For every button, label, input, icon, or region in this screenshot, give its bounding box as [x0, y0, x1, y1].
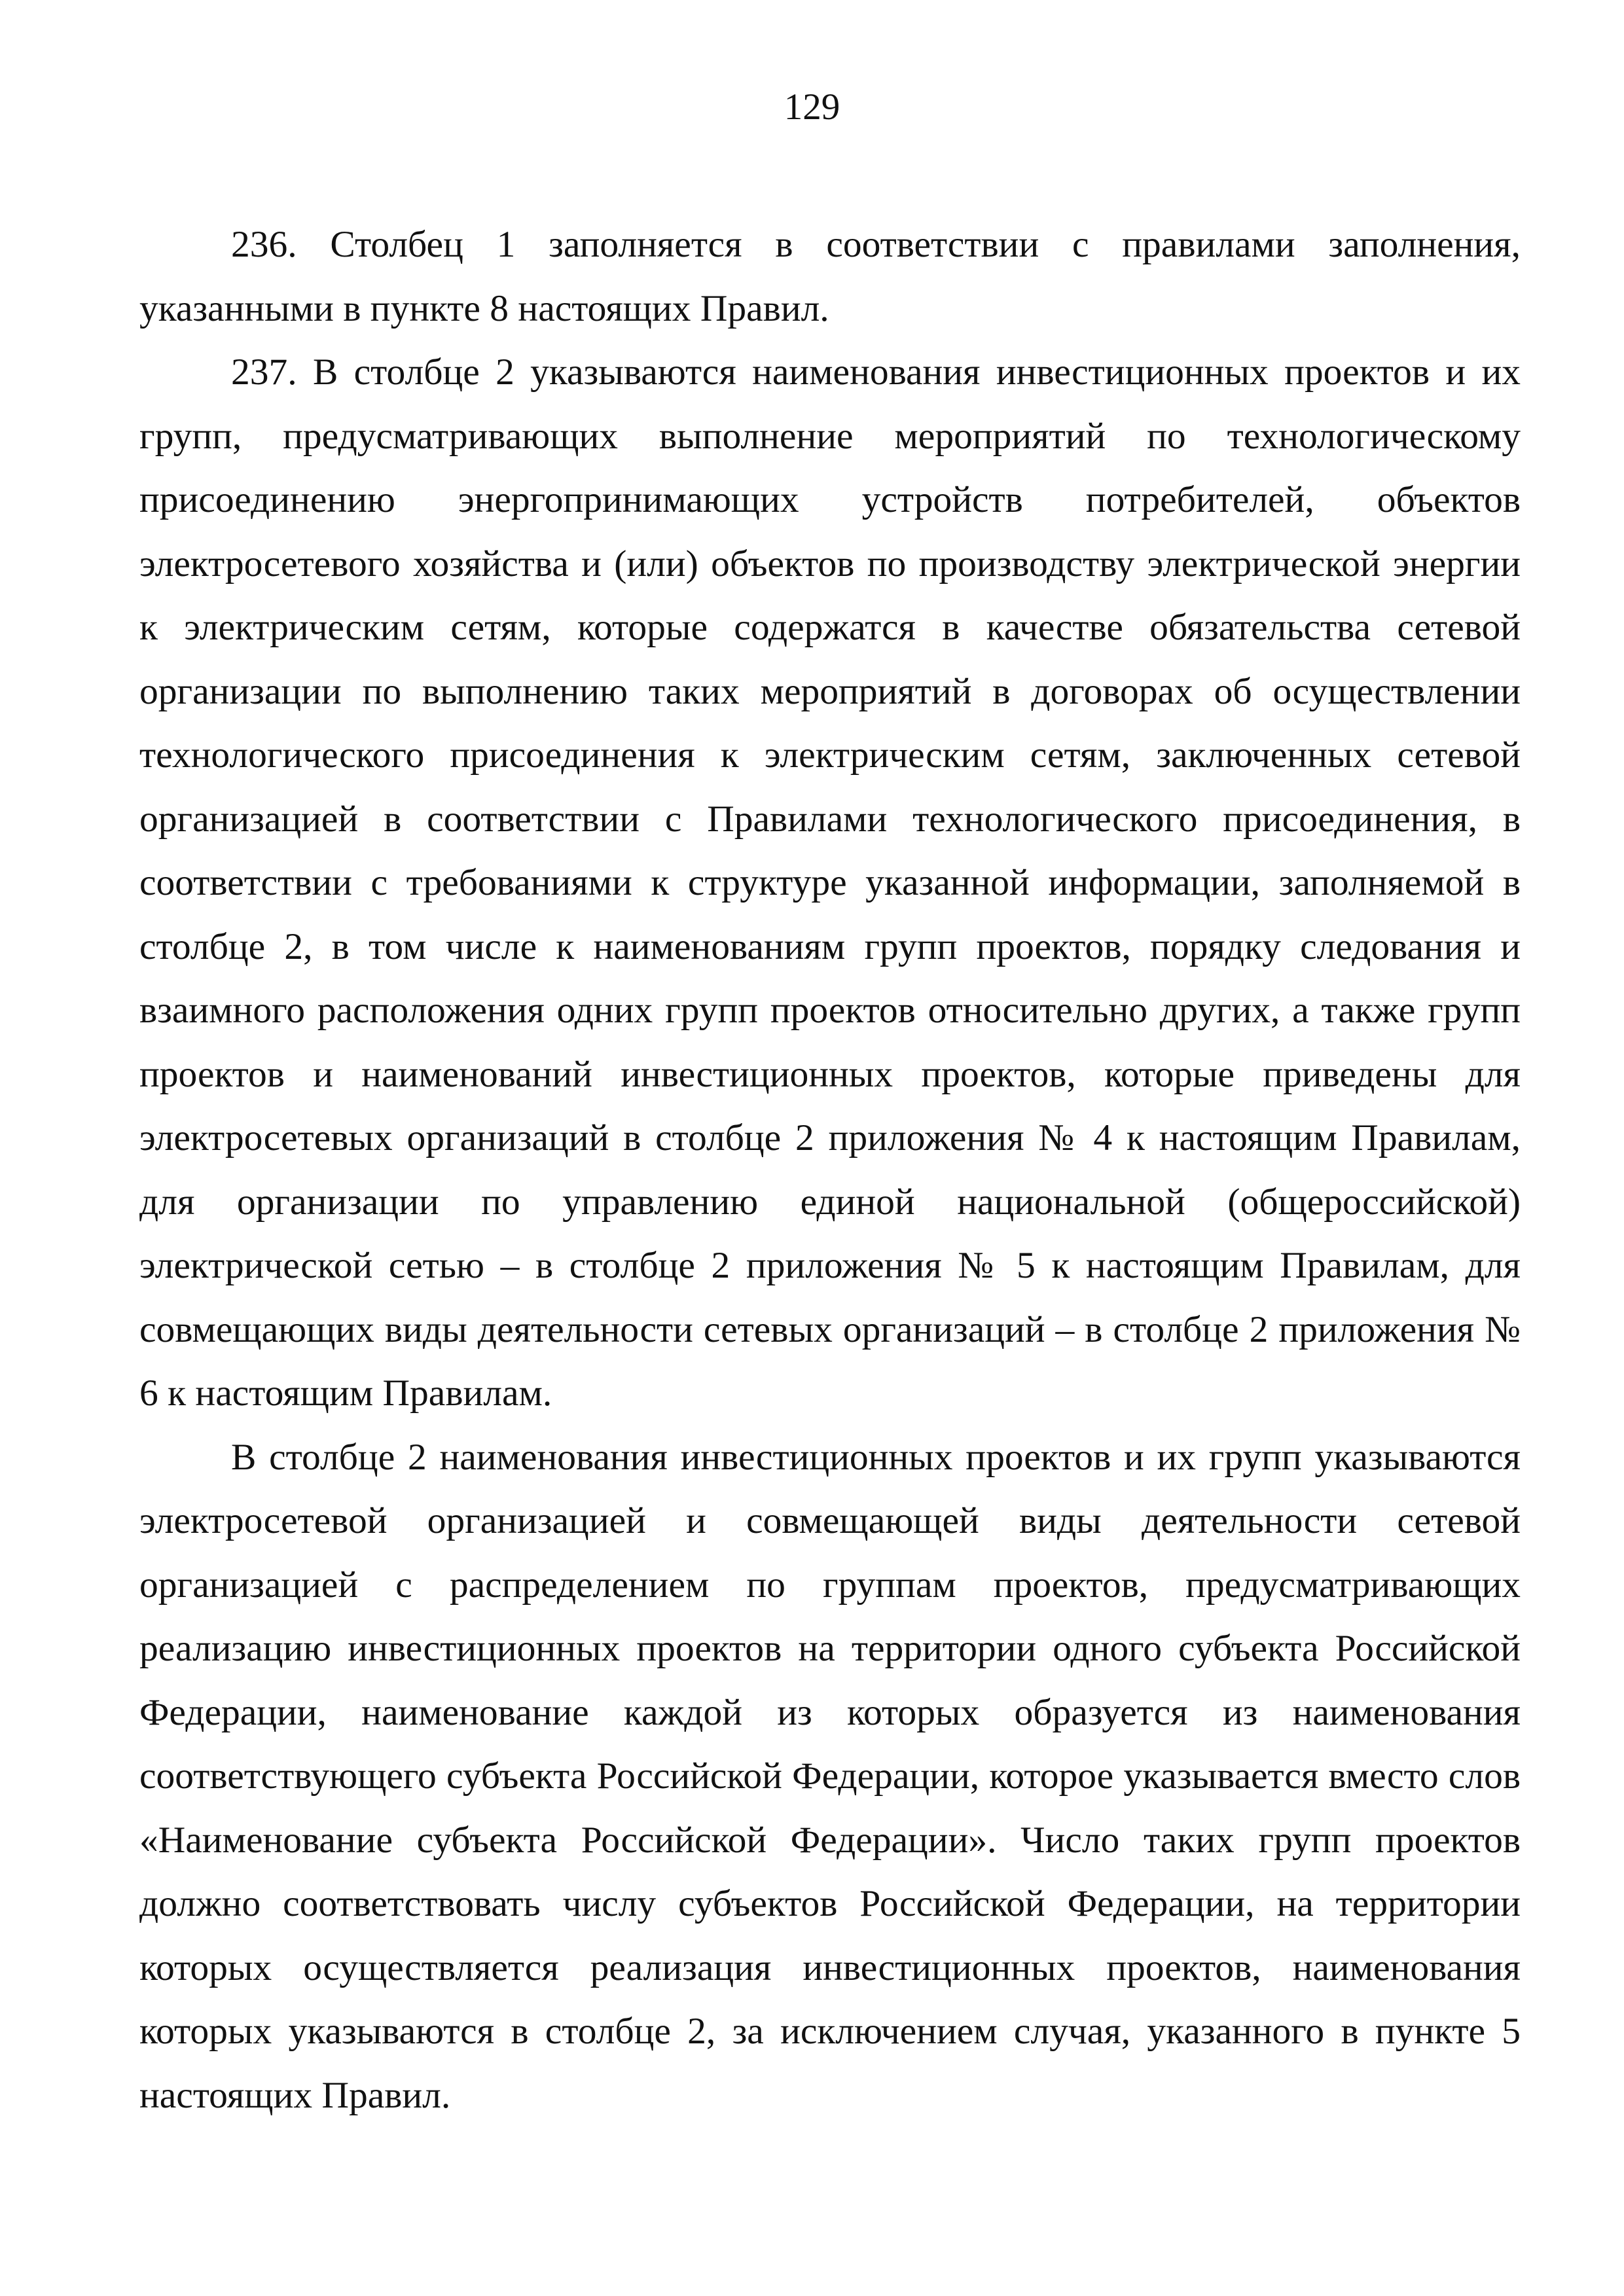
paragraph-text: В столбце 2 указываются наименования инвестиционных проектов и их групп, предусматривающих выполнение мероприятий по технологическому присоединению энергопринимающих устройств потребителей, объектов электросетевого хозяйства и (или) объектов по производству электрической энергии к электрическим сетям, которые содержатся в качестве обязательства сетевой организации по выполнению таких мероприятий в договорах об осуществлении технологического присоединения к электрическим сетям, заключенных сетевой организацией в соответствии с Правилами технологического присоединения, в соответствии с требованиями к структуре указанной информации, заполняемой в столбце 2, в том числе к наименованиям групп проектов, порядку следования и взаимного расположения одних групп проектов относительно других, а также групп проектов и наименований инвестиционных проектов, которые приведены для электросетевых организаций в столбце 2 приложения № 4 к настоящим Правилам, для организации по управлению единой национальной (общероссийской) электрической сетью – в столбце 2 приложения № 5 к настоящим Правилам, для совмещающих виды деятельности сетевых организаций – в столбце 2 приложения № 6 к настоящим Правилам.: [139, 351, 1521, 1414]
document-body: [139, 213, 1521, 2127]
paragraph-number: 236.: [231, 224, 297, 265]
paragraph-237-continuation: [139, 1426, 1521, 2128]
paragraph-text: Столбец 1 заполняется в соответствии с правилами заполнения, указанными в пункте 8 настоящих Правил.: [139, 224, 1521, 329]
paragraph-text: В столбце 2 наименования инвестиционных проектов и их групп указываются электросетевой организацией и совмещающей виды деятельности сетевой организацией с распределением по группам проектов, предусматривающих реализацию инвестиционных проектов на территории одного субъекта Российской Федерации, наименование каждой из которых образуется из наименования соответствующего субъекта Российской Федерации, которое указывается вместо слов «Наименование субъекта Российской Федерации». Число таких групп проектов должно соответствовать числу субъектов Российской Федерации, на территории которых осуществляется реализация инвестиционных проектов, наименования которых указываются в столбце 2, за исключением случая, указанного в пункте 5 настоящих Правил.: [139, 1436, 1521, 2116]
paragraph-236: [139, 213, 1521, 340]
paragraph-number: 237.: [231, 351, 297, 393]
paragraph-237: [139, 340, 1521, 1426]
page-number: 129: [784, 86, 840, 128]
